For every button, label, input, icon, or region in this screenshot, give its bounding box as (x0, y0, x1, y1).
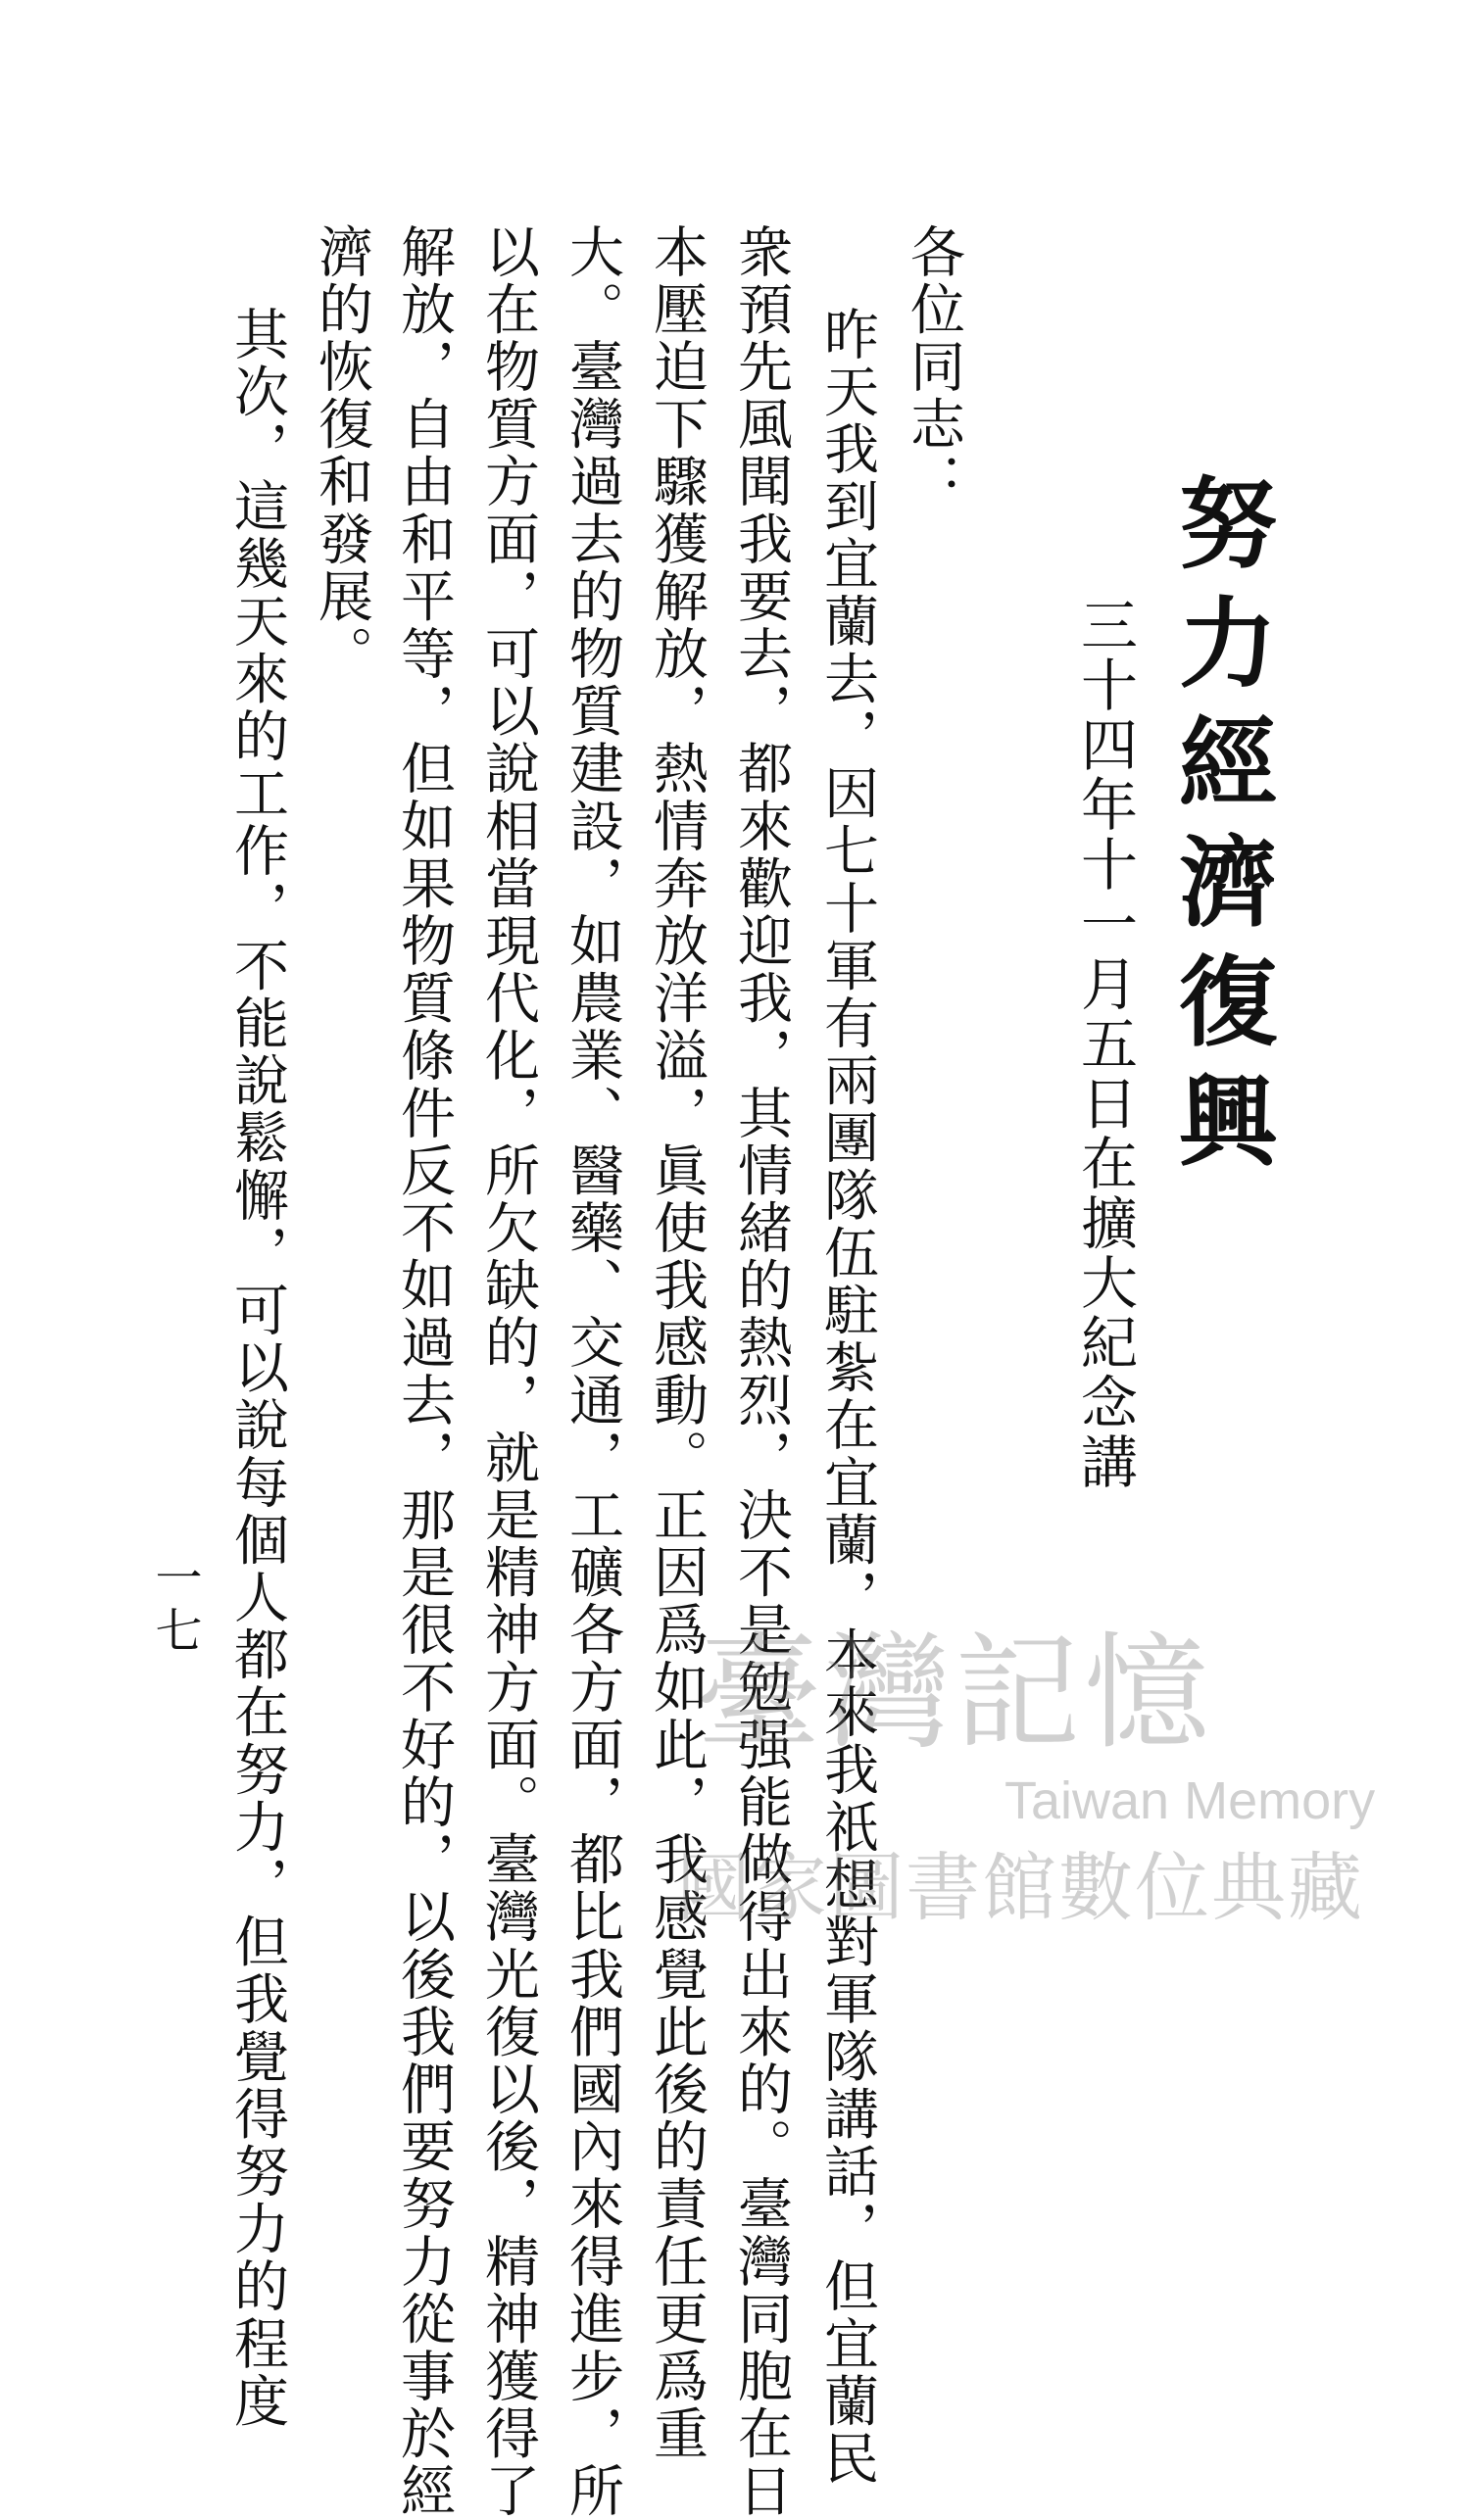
text-column: 以在物質方面，可以說相當現代化，所欠缺的，就是精神方面。臺灣光復以後，精神獲得了 (476, 223, 540, 2520)
text-column: 其次，這幾天來的工作，不能說鬆懈，可以說每個人都在努力，但我覺得努力的程度 (225, 306, 289, 2431)
watermark-chinese-logotype: 臺灣記憶 (696, 1621, 1214, 1767)
speech-date-subtitle: 三十四年十一月五日在擴大紀念講 (1071, 596, 1138, 1492)
text-column: 昨天我到宜蘭去，因七十軍有兩團隊伍駐紮在宜蘭，本來我祇想對軍隊講話，但宜蘭民 (815, 306, 879, 2488)
page-title: 努力經濟復興 (1162, 472, 1278, 1189)
watermark-english-text: Taiwan Memory (1004, 1771, 1376, 1830)
page-number: 一七 (147, 1553, 202, 1659)
watermark-library-text: 國家圖書館數位典藏 (676, 1844, 1364, 1931)
text-column: 大。臺灣過去的物質建設，如農業、醫藥、交通，工礦各方面，都比我們國內來得進步，所 (561, 223, 624, 2520)
text-column: 濟的恢復和發展。 (310, 223, 373, 683)
text-column: 衆預先風聞我要去，都來歡迎我，其情緒的熱烈，決不是勉强能做得出來的。臺灣同胞在日 (729, 223, 793, 2520)
text-column-salutation: 各位同志： (902, 223, 965, 510)
text-column: 解放，自由和平等，但如果物質條件反不如過去，那是很不好的，以後我們要努力從事於經 (392, 223, 456, 2520)
text-column: 本壓迫下驟獲解放，熱情奔放洋溢，眞使我感動。正因爲如此，我感覺此後的責任更爲重 (645, 223, 709, 2463)
